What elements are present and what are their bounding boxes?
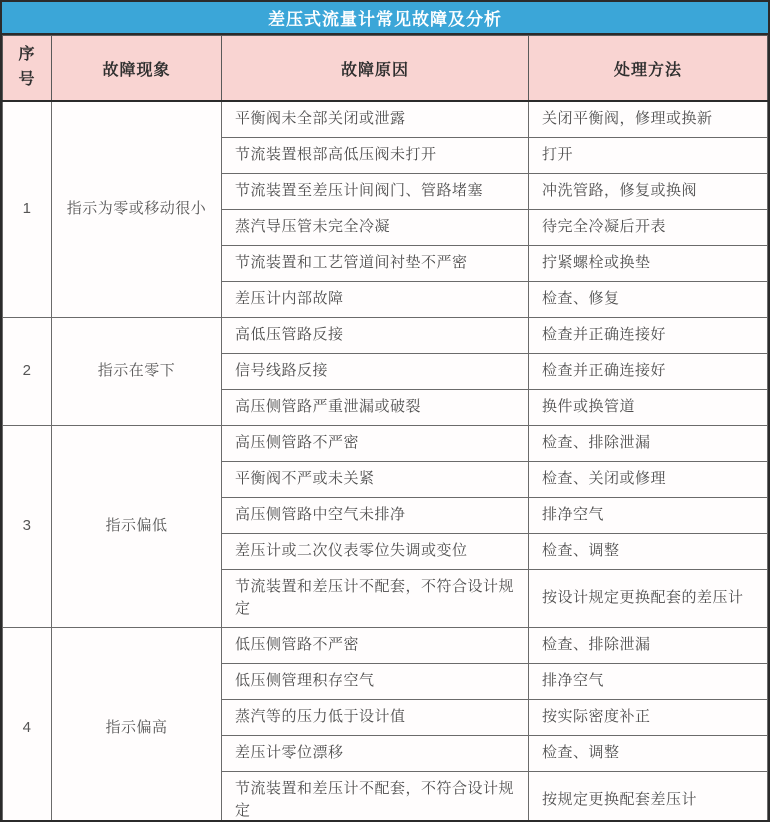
fault-cause-cell: 高压侧管路不严密: [222, 425, 529, 461]
table-row: [3, 627, 768, 663]
fault-cause-cell: 节流装置和工艺管道间衬垫不严密: [222, 245, 529, 281]
treatment-cell: 检查、排除泄漏: [529, 425, 768, 461]
treatment-cell: 排净空气: [529, 663, 768, 699]
sequence-number-cell: 3: [3, 425, 52, 627]
treatment-cell: 检查、调整: [529, 533, 768, 569]
treatment-cell: 打开: [529, 137, 768, 173]
fault-cause-cell: 平衡阀未全部关闭或泄露: [222, 101, 529, 137]
treatment-cell: 检查、排除泄漏: [529, 627, 768, 663]
sequence-number-cell: 2: [3, 317, 52, 425]
treatment-cell: 检查、调整: [529, 735, 768, 771]
treatment-cell: 关闭平衡阀，修理或换新: [529, 101, 768, 137]
column-header-treatment: 处理方法: [529, 36, 768, 102]
fault-cause-cell: 低压侧管理积存空气: [222, 663, 529, 699]
treatment-cell: 检查、关闭或修理: [529, 461, 768, 497]
fault-cause-cell: 节流装置至差压计间阀门、管路堵塞: [222, 173, 529, 209]
fault-cause-cell: 差压计内部故障: [222, 281, 529, 317]
treatment-cell: 按实际密度补正: [529, 699, 768, 735]
table-row: [3, 317, 768, 353]
table-row: [3, 425, 768, 461]
treatment-cell: 待完全冷凝后开表: [529, 209, 768, 245]
sequence-number-cell: 1: [3, 101, 52, 317]
header-row: [3, 36, 768, 102]
fault-cause-cell: 节流装置和差压计不配套，不符合设计规定: [222, 569, 529, 627]
fault-phenomenon-cell: 指示偏高: [52, 627, 222, 822]
fault-cause-cell: 平衡阀不严或未关紧: [222, 461, 529, 497]
fault-cause-cell: 高压侧管路严重泄漏或破裂: [222, 389, 529, 425]
treatment-cell: 拧紧螺栓或换垫: [529, 245, 768, 281]
fault-cause-cell: 差压计零位漂移: [222, 735, 529, 771]
fault-phenomenon-cell: 指示为零或移动很小: [52, 101, 222, 317]
fault-cause-cell: 节流装置根部高低压阀未打开: [222, 137, 529, 173]
fault-cause-cell: 低压侧管路不严密: [222, 627, 529, 663]
table-body: [3, 101, 768, 822]
fault-cause-cell: 高低压管路反接: [222, 317, 529, 353]
fault-cause-cell: 差压计或二次仪表零位失调或变位: [222, 533, 529, 569]
fault-cause-cell: 蒸汽导压管未完全冷凝: [222, 209, 529, 245]
table-title-bar: [2, 2, 768, 35]
page-title: 差压式流量计常见故障及分析: [268, 10, 502, 29]
fault-phenomenon-cell: 指示在零下: [52, 317, 222, 425]
fault-cause-cell: 信号线路反接: [222, 353, 529, 389]
treatment-cell: 冲洗管路，修复或换阀: [529, 173, 768, 209]
treatment-cell: 按规定更换配套差压计: [529, 771, 768, 822]
treatment-cell: 检查并正确连接好: [529, 317, 768, 353]
fault-cause-cell: 节流装置和差压计不配套，不符合设计规定: [222, 771, 529, 822]
column-header-seq: 序号: [3, 36, 52, 102]
treatment-cell: 换件或换管道: [529, 389, 768, 425]
treatment-cell: 按设计规定更换配套的差压计: [529, 569, 768, 627]
column-header-phenomenon: 故障现象: [52, 36, 222, 102]
table-row: [3, 101, 768, 137]
treatment-cell: 排净空气: [529, 497, 768, 533]
treatment-cell: 检查并正确连接好: [529, 353, 768, 389]
column-header-cause: 故障原因: [222, 36, 529, 102]
fault-analysis-table: [2, 35, 768, 822]
fault-cause-cell: 蒸汽等的压力低于设计值: [222, 699, 529, 735]
fault-phenomenon-cell: 指示偏低: [52, 425, 222, 627]
fault-cause-cell: 高压侧管路中空气未排净: [222, 497, 529, 533]
treatment-cell: 检查、修复: [529, 281, 768, 317]
sequence-number-cell: 4: [3, 627, 52, 822]
